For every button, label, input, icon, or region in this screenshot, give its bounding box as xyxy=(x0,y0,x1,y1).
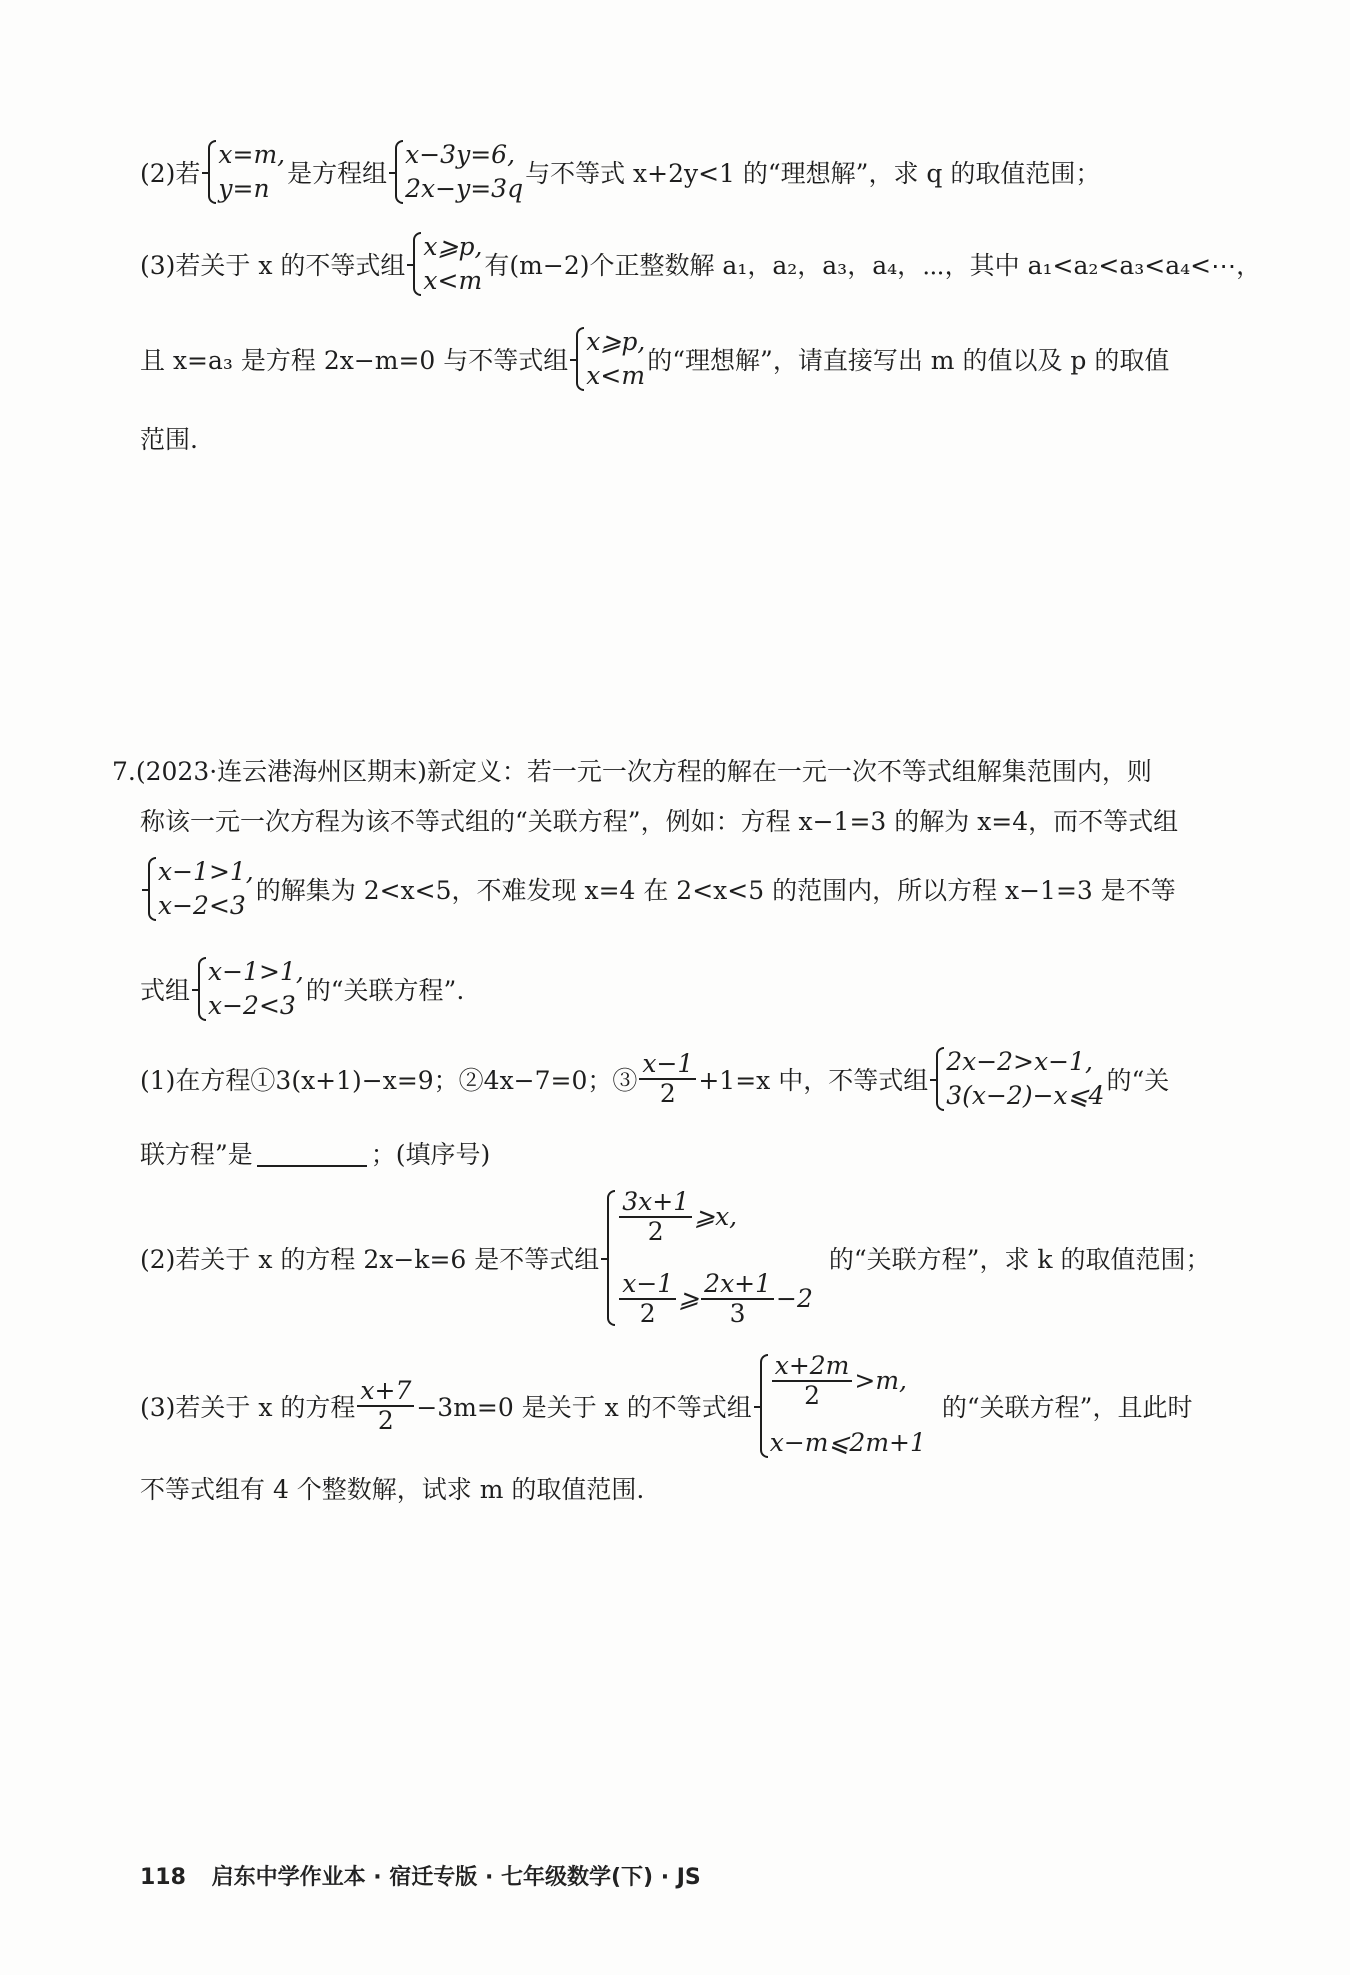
brace-icon xyxy=(389,138,401,206)
brace-icon xyxy=(142,855,154,923)
p7-line-4: 式组 x−1>1, x−2<3 的“关联方程”. xyxy=(140,955,464,1023)
q2-system-2: x−3y=6, 2x−y=3q xyxy=(389,138,523,206)
book-title: 启东中学作业本 · 宿迁专版 · 七年级数学(下) · JS xyxy=(211,1865,701,1890)
q3-system-1: x⩾p, x<m xyxy=(407,230,482,298)
brace-icon xyxy=(601,1188,613,1328)
s1-line-1: (1)在方程①3(x+1)−x=9；②4x−7=0；③ $\frac{x-1}{2}$ +1=x 中，不等式组 2x−2>x−1, 3(x−2)−x⩽4 的“关 xyxy=(140,1045,1169,1113)
s1-system: 2x−2>x−1, 3(x−2)−x⩽4 xyxy=(930,1045,1104,1113)
brace-icon xyxy=(202,138,214,206)
p7-system-a: x−1>1, x−2<3 xyxy=(142,855,254,923)
q2-pre: (2)若 xyxy=(140,159,201,188)
s1-fraction: $\frac{x-1}{2}$ xyxy=(639,1050,696,1108)
q2-line xyxy=(140,138,1100,206)
s3-fraction-2: $\frac{x+2m}{2}$ xyxy=(772,1352,853,1410)
q2-mid: 是方程组 xyxy=(287,159,388,188)
s2-line: (2)若关于 x 的方程 2x−k=6 是不等式组 $\frac{3x+1}{2}$ ⩾x, $\frac{x-1}{2}$ ⩾ $\frac{2x+1}{3}$ −2 的“关联方程”，求 k 的取值范围； xyxy=(140,1187,1211,1328)
s3-fraction: $\frac{x+7}{2}$ xyxy=(357,1377,414,1435)
s2-fraction-3: $\frac{2x+1}{3}$ xyxy=(701,1270,774,1328)
brace-icon xyxy=(930,1045,942,1113)
p7-line-3: x−1>1, x−2<3 的解集为 2<x<5，不难发现 x=4 在 2<x<5 的范围内，所以方程 x−1=3 是不等 xyxy=(140,855,1176,923)
s3-line-1: (3)若关于 x 的方程 $\frac{x+7}{2}$ −3m=0 是关于 x 的不等式组 $\frac{x+2m}{2}$ >m, x−m⩽2m+1 的“关联方程”，且此时 xyxy=(140,1352,1192,1460)
brace-icon xyxy=(754,1352,766,1460)
brace-icon xyxy=(570,325,582,393)
s2-fraction-1: $\frac{3x+1}{2}$ xyxy=(619,1188,692,1246)
page-number: 118 xyxy=(140,1865,186,1890)
brace-icon xyxy=(407,230,419,298)
p7-line-2: 称该一元一次方程为该不等式组的“关联方程”，例如：方程 x−1=3 的解为 x=4，而不等式组 xyxy=(140,807,1179,836)
q2-post: 与不等式 x+2y<1 的“理想解”，求 q 的取值范围； xyxy=(525,159,1101,188)
q3-line-1: (3)若关于 x 的不等式组 x⩾p, x<m 有(m−2)个正整数解 a₁，a₂，a₃，a₄，⋯，其中 a₁<a₂<a₃<a₄<⋯， xyxy=(140,230,1261,298)
s1-line-2: 联方程”是 ；(填序号) xyxy=(140,1140,491,1169)
s3-system: $\frac{x+2m}{2}$ >m, x−m⩽2m+1 xyxy=(754,1352,926,1460)
q3-line-2: 且 x=a₃ 是方程 2x−m=0 与不等式组 x⩾p, x<m 的“理想解”，请直接写出 m 的值以及 p 的取值 xyxy=(140,325,1169,393)
brace-icon xyxy=(192,955,204,1023)
q2-system-1: x=m, y=n xyxy=(202,138,285,206)
p7-line-1: 7.(2023·连云港海州区期末)新定义：若一元一次方程的解在一元一次不等式组解集范围内，则 xyxy=(112,757,1152,786)
s2-system: $\frac{3x+1}{2}$ ⩾x, $\frac{x-1}{2}$ ⩾ $\frac{2x+1}{3}$ −2 xyxy=(601,1188,813,1328)
answer-blank[interactable] xyxy=(257,1139,367,1167)
page-footer xyxy=(140,1860,701,1891)
q3-line-3: 范围. xyxy=(140,425,198,454)
p7-system-b: x−1>1, x−2<3 xyxy=(192,955,304,1023)
s3-line-2: 不等式组有 4 个整数解，试求 m 的取值范围. xyxy=(140,1475,645,1504)
q3-system-2: x⩾p, x<m xyxy=(570,325,645,393)
s2-fraction-2: $\frac{x-1}{2}$ xyxy=(619,1270,676,1328)
